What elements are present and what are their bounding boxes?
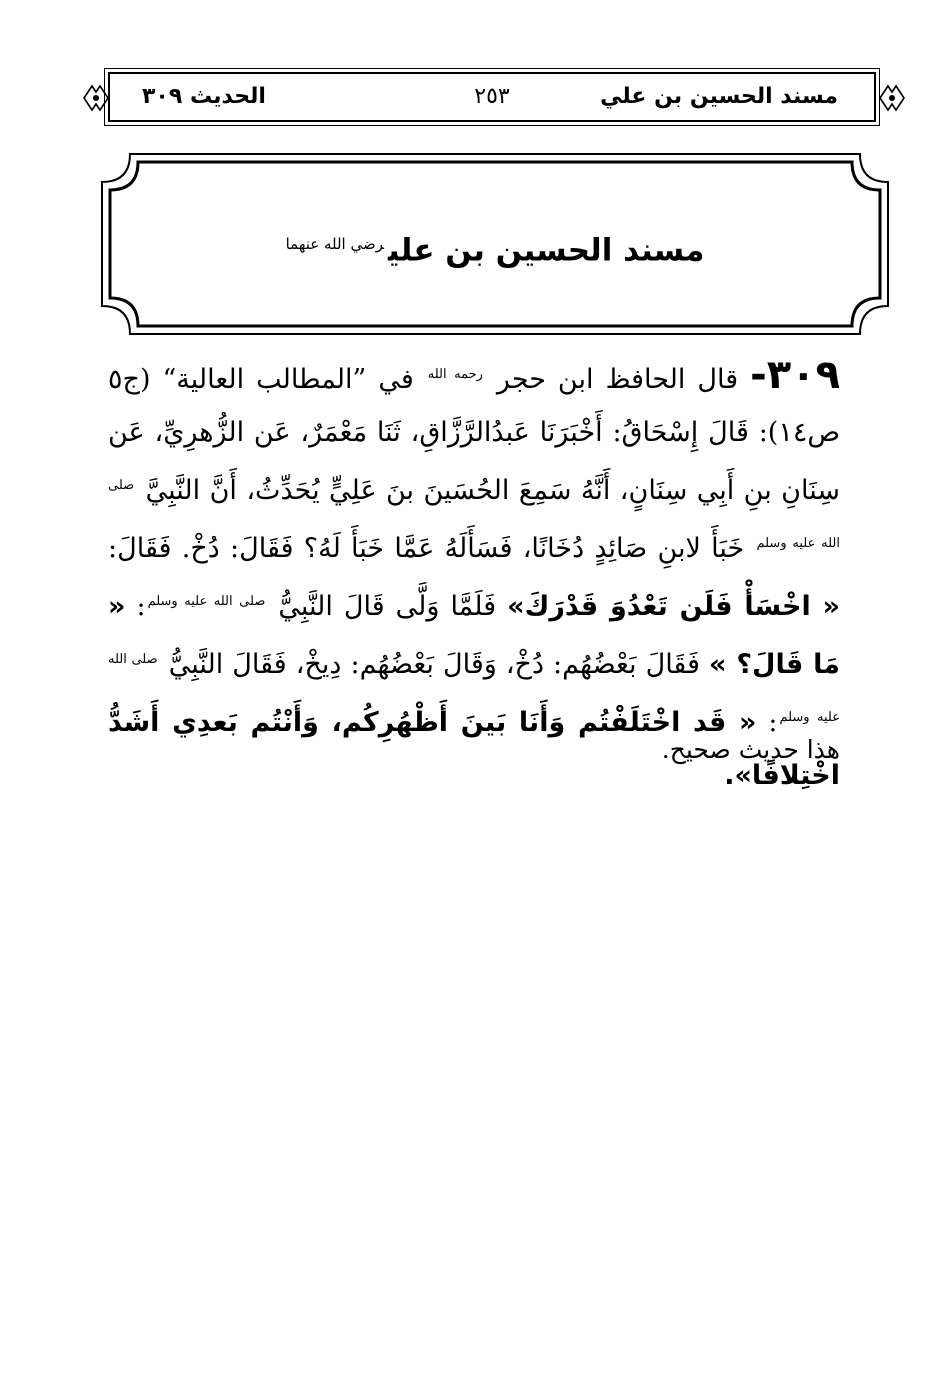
section-title-honorific: رضي الله عنهما xyxy=(285,235,385,253)
hadith-text-1: خَبَأَ لابنِ صَائِدٍ دُخَانًا، فَسَأَلَهُ عَمَّا خَبَأَ لَهُ؟ فَقَالَ: دُخْ. فَقَالَ: xyxy=(108,533,745,564)
hadith-source: في ”المطالب العالية“ (ج٥ ص١٤): xyxy=(108,364,840,448)
hadith-text-3: : xyxy=(136,591,146,622)
header-ornament-right-icon xyxy=(878,80,906,116)
running-header xyxy=(108,72,876,122)
header-hadith-label: الحديث ٣٠٩ xyxy=(142,84,266,109)
salawat-3: صلى الله عليه وسلم xyxy=(108,652,840,725)
hadith-chain: قَالَ إِسْحَاقُ: أَخْبَرَنَا عَبدُالرَّزَّاقِ، ثَنَا مَعْمَرٌ، عَن الزُّهرِيِّ، عَن سِنَانِ بنِ أَبِي سِنَانٍ، أَنَّهُ سَمِعَ الحُسَينَ بنَ عَلِيٍّ يُحَدِّثُ، أَنَّ النَّبِيَّ xyxy=(108,417,841,506)
hadith-text-4: فَقَالَ بَعْضُهُم: دُخْ، وَقَالَ بَعْضُهُم: دِيخْ، فَقَالَ النَّبِيُّ xyxy=(168,649,700,680)
prophet-quote-2: « مَا قَالَ؟ » xyxy=(108,591,840,680)
salawat-2: صلى الله عليه وسلم xyxy=(147,594,266,609)
section-title xyxy=(100,224,890,270)
intro-honorific: رحمه الله xyxy=(427,367,483,382)
header-ornament-left-icon xyxy=(82,80,110,116)
hadith-number: ٣٠٩- xyxy=(750,352,840,398)
salawat-1: صلى الله عليه وسلم xyxy=(108,478,840,551)
prophet-quote-3: « قَد اخْتَلَفْتُم وَأَنَا بَينَ أَظْهُرِكُم، وَأَنْتُم بَعدِي أَشَدُّ اخْتِلافًا». xyxy=(108,707,840,791)
hadith-text-2: فَلَمَّا وَلَّى قَالَ النَّبِيُّ xyxy=(278,591,497,622)
section-title-frame xyxy=(100,152,890,336)
header-page-number: ٢٥٣ xyxy=(474,84,510,109)
hadith-intro: قال الحافظ ابن حجر xyxy=(496,364,739,395)
prophet-quote-1: « اخْسَأْ فَلَن تَعْدُوَ قَدْرَكَ» xyxy=(507,591,840,622)
section-title-text: مسند الحسين بن علي xyxy=(388,232,705,269)
header-book-section: مسند الحسين بن علي xyxy=(600,84,838,109)
hadith-verdict: هذا حديث صحيح. xyxy=(661,735,840,764)
hadith-text-5: : xyxy=(768,707,778,738)
